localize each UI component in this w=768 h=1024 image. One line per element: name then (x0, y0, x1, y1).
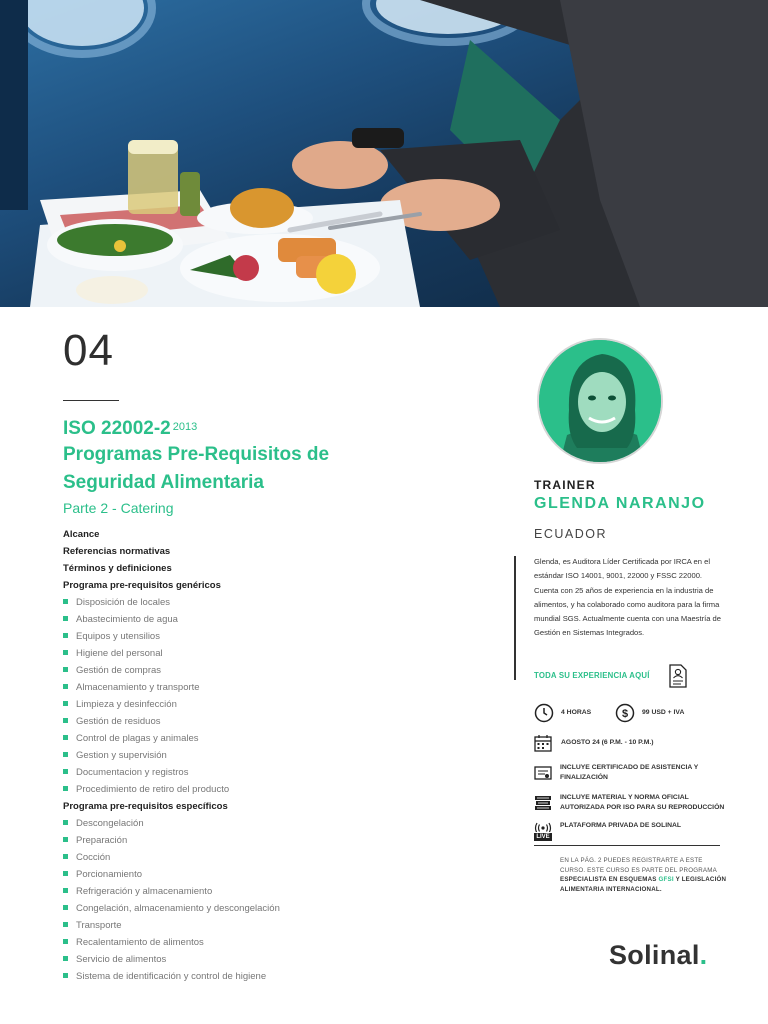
duration-row (534, 703, 591, 723)
toc-label: Referencias normativas (63, 546, 171, 557)
toc-label: Documentacion y registros (76, 767, 189, 778)
toc-item (63, 730, 383, 747)
toc-item (63, 747, 383, 764)
platform-text: PLATAFORMA PRIVADA DE SOLINAL (560, 821, 682, 829)
toc-label: Equipos y utensilios (76, 631, 160, 642)
toc-label: Gestión de residuos (76, 716, 161, 727)
course-subtitle: Parte 2 - Catering (63, 500, 174, 516)
bullet-square-icon (63, 667, 68, 672)
bullet-square-icon (63, 735, 68, 740)
toc-label: Servicio de alimentos (76, 954, 167, 965)
course-title-block (63, 417, 423, 518)
toc-item (63, 696, 383, 713)
bio-divider (514, 556, 516, 680)
note-part2: ESPECIALISTA EN ESQUEMAS (560, 876, 659, 884)
trainer-country: ECUADOR (534, 527, 608, 541)
bullet-square-icon (63, 888, 68, 893)
toc-label: Control de plagas y animales (76, 733, 199, 744)
registration-note (560, 856, 728, 895)
material-text: INCLUYE MATERIAL Y NORMA OFICIAL AUTORIZADA POR ISO PARA SU REPRODUCCIÓN (560, 794, 725, 811)
brand-name: Solinal (609, 940, 700, 970)
toc-label: Transporte (76, 920, 122, 931)
trainer-avatar (537, 338, 663, 464)
toc-label: Programa pre-requisitos específicos (63, 801, 228, 812)
live-broadcast-icon (534, 822, 552, 841)
trainer-bio: Glenda, es Auditora Líder Certificada por IRCA en el estándar ISO 14001, 9001, 22000 y FSSC 22000. Cuenta con 25 años de experiencia en la industria de alimentos, y ha colaborado como auditora para la firma mundial SGS. Actualmente cuenta con una Maestría de Gestión en Sistemas Integrados. (534, 557, 721, 638)
course-title-code: ISO 22002-2 (63, 418, 171, 439)
resume-icon[interactable] (668, 664, 688, 693)
toc-label: Términos y definiciones (63, 563, 172, 574)
toc-label: Refrigeración y almacenamiento (76, 886, 213, 897)
brand-dot: . (699, 940, 708, 970)
course-number: 04 (63, 326, 114, 375)
toc-label: Disposición de locales (76, 597, 170, 608)
live-badge: LIVE (536, 834, 550, 840)
trainer-label: TRAINER (534, 478, 596, 492)
bullet-square-icon (63, 701, 68, 706)
bullet-square-icon (63, 616, 68, 621)
toc-label: Descongelación (76, 818, 144, 829)
toc-label: Gestión de compras (76, 665, 162, 676)
hero-photo (0, 0, 768, 307)
toc-item (63, 781, 383, 798)
bullet-square-icon (63, 854, 68, 859)
toc-item (63, 934, 383, 951)
bullet-square-icon (63, 786, 68, 791)
toc-label: Cocción (76, 852, 111, 863)
bullet-square-icon (63, 684, 68, 689)
toc-label: Abastecimiento de agua (76, 614, 178, 625)
toc-label: Alcance (63, 529, 100, 540)
toc-item (63, 815, 383, 832)
trainer-experience-link[interactable]: TODA SU EXPERIENCIA AQUÍ (534, 671, 650, 680)
material-row (534, 793, 730, 812)
note-highlight: GFSI (658, 876, 674, 884)
toc-item (63, 713, 383, 730)
toc-label: Porcionamiento (76, 869, 143, 880)
toc-item (63, 832, 383, 849)
note-part1: EN LA PÁG. 2 PUEDES REGISTRARTE A ESTE CURSO. ESTE CURSO ES PARTE DEL PROGRAMA (560, 857, 717, 874)
certificate-text: INCLUYE CERTIFICADO DE ASISTENCIA Y FINALIZACIÓN (560, 764, 699, 781)
toc-label: Limpieza y desinfección (76, 699, 177, 710)
bullet-square-icon (63, 871, 68, 876)
toc-label: Sistema de identificación y control de higiene (76, 971, 267, 982)
toc-label: Gestion y supervisión (76, 750, 167, 761)
date-text: AGOSTO 24 (6 P.M. - 10 P.M.) (561, 739, 654, 747)
toc-item (63, 628, 383, 645)
toc-item (63, 883, 383, 900)
toc-item (63, 662, 383, 679)
toc-heading (63, 560, 383, 577)
toc-label: Congelación, almacenamiento y descongelación (76, 903, 280, 914)
toc-label: Programa pre-requisitos genéricos (63, 580, 221, 591)
course-contents-list (63, 526, 383, 985)
bullet-square-icon (63, 922, 68, 927)
toc-heading (63, 577, 383, 594)
toc-label: Higiene del personal (76, 648, 163, 659)
toc-item (63, 764, 383, 781)
bullet-square-icon (63, 718, 68, 723)
bullet-square-icon (63, 837, 68, 842)
bullet-square-icon (63, 599, 68, 604)
toc-item (63, 968, 383, 985)
price-row (615, 703, 684, 723)
course-title-line2: Programas Pre-Requisitos de (63, 444, 330, 465)
bullet-square-icon (63, 769, 68, 774)
toc-item (63, 849, 383, 866)
bullet-square-icon (63, 752, 68, 757)
certificate-row (534, 763, 710, 782)
note-part3: Y LEGISLACIÓN ALIMENTARIA INTERNACIONAL. (560, 876, 727, 894)
toc-label: Almacenamiento y transporte (76, 682, 200, 693)
toc-label: Preparación (76, 835, 128, 846)
course-title-line3: Seguridad Alimentaria (63, 472, 264, 493)
toc-heading (63, 543, 383, 560)
course-title-standard (63, 417, 423, 441)
price-text: 99 USD + IVA (642, 709, 685, 717)
books-icon (534, 795, 552, 811)
solinal-logo (609, 940, 707, 971)
course-title-year: 2013 (172, 421, 198, 433)
toc-item (63, 866, 383, 883)
bullet-square-icon (63, 905, 68, 910)
bullet-square-icon (63, 633, 68, 638)
toc-label: Recalentamiento de alimentos (76, 937, 204, 948)
bullet-square-icon (63, 973, 68, 978)
bullet-square-icon (63, 939, 68, 944)
toc-item (63, 917, 383, 934)
toc-item (63, 679, 383, 696)
bullet-square-icon (63, 820, 68, 825)
toc-heading (63, 798, 383, 815)
trainer-name: GLENDA NARANJO (534, 495, 706, 512)
details-divider (534, 845, 720, 846)
clock-icon (534, 703, 554, 723)
toc-heading (63, 526, 383, 543)
toc-label: Procedimiento de retiro del producto (76, 784, 230, 795)
bullet-square-icon (63, 650, 68, 655)
svg-text:$: $ (621, 708, 629, 720)
date-row (534, 734, 654, 752)
toc-item (63, 594, 383, 611)
toc-item (63, 645, 383, 662)
duration-text: 4 HORAS (561, 709, 592, 717)
dollar-icon (615, 703, 635, 723)
toc-item (63, 900, 383, 917)
platform-row (534, 822, 681, 841)
divider (63, 400, 119, 401)
toc-item (63, 951, 383, 968)
certificate-icon (534, 765, 552, 781)
bullet-square-icon (63, 956, 68, 961)
calendar-icon (534, 734, 552, 752)
toc-item (63, 611, 383, 628)
